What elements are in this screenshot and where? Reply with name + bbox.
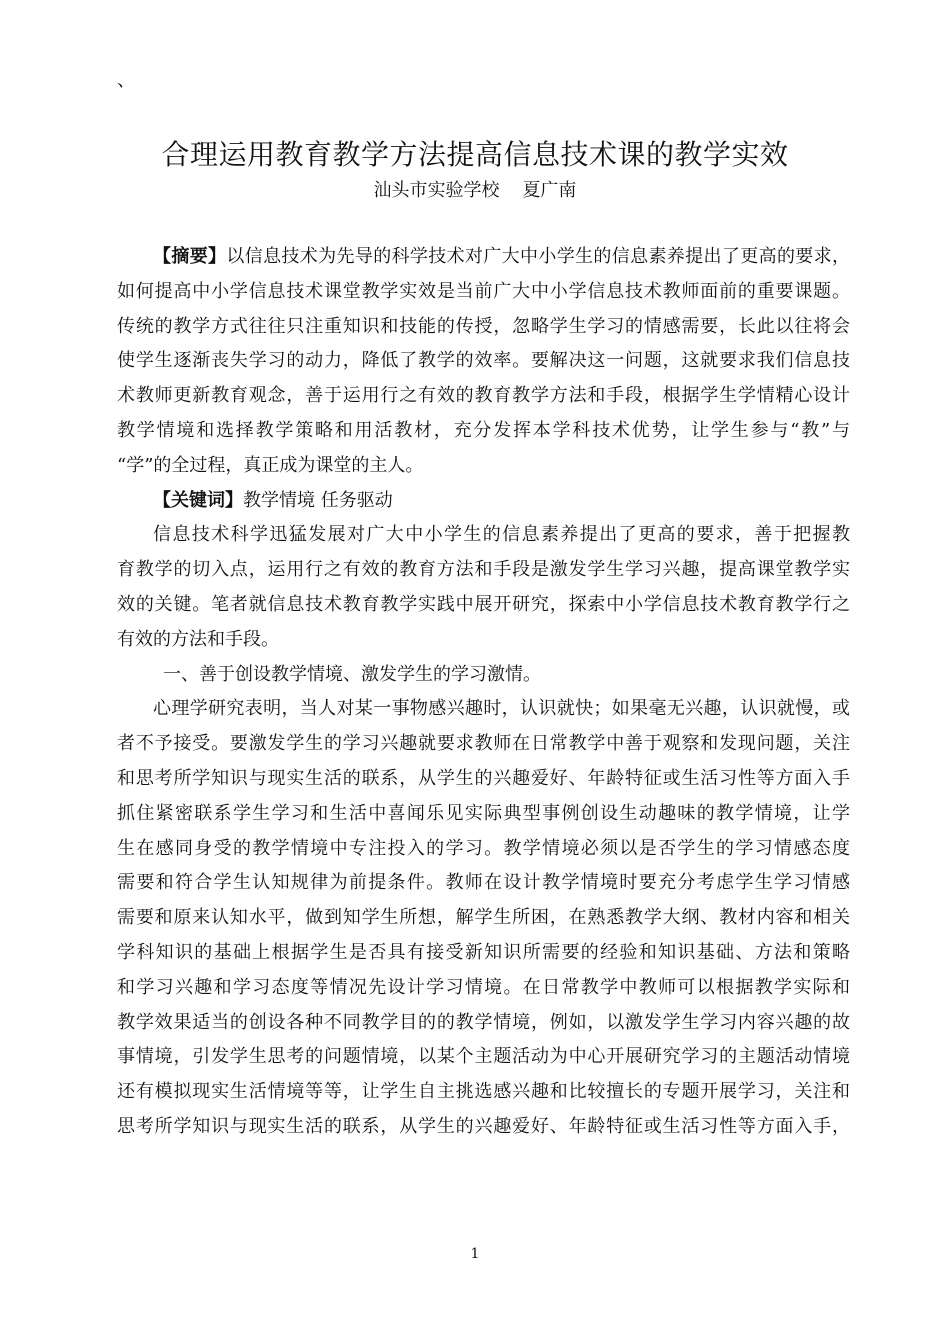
section1-line: 生在感同身受的教学情境中专注投入的学习。教学情境必须以是否学生的学习情感态度 xyxy=(117,837,850,859)
section1-line: 教学效果适当的创设各种不同教学目的的教学情境，例如，以激发学生学习内容兴趣的故 xyxy=(117,1011,850,1033)
page-number: 1 xyxy=(470,1246,480,1262)
section1-line: 需要和原来认知水平，做到知学生所想，解学生所困，在熟悉教学大纲、教材内容和相关 xyxy=(117,907,850,929)
intro-line: 信息技术科学迅猛发展对广大中小学生的信息素养提出了更高的要求，善于把握教 xyxy=(153,524,850,546)
abstract-line: 如何提高中小学信息技术课堂教学实效是当前广大中小学信息技术教师面前的重要课题。 xyxy=(117,280,850,302)
keywords-line xyxy=(117,484,850,519)
section-heading: 一、善于创设教学情境、激发学生的学习激情。 xyxy=(163,663,541,685)
abstract-line: 术教师更新教育观念，善于运用行之有效的教育教学方法和手段，根据学生学情精心设计 xyxy=(117,385,850,407)
section1-line: 者不予接受。要激发学生的学习兴趣就要求教师在日常教学中善于观察和发现问题，关注 xyxy=(117,733,850,755)
byline xyxy=(0,176,950,202)
section1-line: 学科知识的基础上根据学生是否具有接受新知识所需要的经验和知识基础、方法和策略 xyxy=(117,941,850,963)
intro-line: 有效的方法和手段。 xyxy=(117,628,279,650)
section1-line: 事情境，引发学生思考的问题情境，以某个主题活动为中心开展研究学习的主题活动情境 xyxy=(117,1046,850,1068)
section1-paragraph xyxy=(117,692,850,1144)
author-name: 夏广南 xyxy=(522,180,577,201)
page-title: 合理运用教育教学方法提高信息技术课的教学实效 xyxy=(161,138,789,171)
keywords-text: 教学情境 任务驱动 xyxy=(243,489,393,511)
abstract-line: “学”的全过程，真正成为课堂的主人。 xyxy=(117,454,424,476)
section1-line: 抓住紧密联系学生学习和生活中喜闻乐见实际典型事例创设生动趣味的教学情境，让学 xyxy=(117,802,850,824)
abstract-line: 使学生逐渐丧失学习的动力，降低了教学的效率。要解决这一问题，这就要求我们信息技 xyxy=(117,350,850,372)
corner-mark: 、 xyxy=(117,70,135,91)
section1-line: 和学习兴趣和学习态度等情况先设计学习情境。在日常教学中教师可以根据教学实际和 xyxy=(117,976,850,998)
intro-paragraph xyxy=(117,518,850,657)
abstract-paragraph xyxy=(117,240,850,484)
section1-line: 思考所学知识与现实生活的联系，从学生的兴趣爱好、年龄特征或生活习性等方面入手， xyxy=(117,1115,850,1137)
abstract-label: 【摘要】 xyxy=(153,246,227,267)
abstract-line: 传统的教学方式往往只注重知识和技能的传授，忽略学生学习的情感需要，长此以往将会 xyxy=(117,315,850,337)
intro-line: 效的关键。笔者就信息技术教育教学实践中展开研究，探索中小学信息技术教育教学行之 xyxy=(117,593,850,615)
section1-line: 需要和符合学生认知规律为前提条件。教师在设计教学情境时要充分考虑学生学习情感 xyxy=(117,872,850,894)
section1-line: 还有模拟现实生活情境等等，让学生自主挑选感兴趣和比较擅长的专题开展学习，关注和 xyxy=(117,1081,850,1103)
intro-line: 育教学的切入点，运用行之有效的教育方法和手段是激发学生学习兴趣，提高课堂教学实 xyxy=(117,559,850,581)
document-body xyxy=(117,240,850,1145)
section1-line: 和思考所学知识与现实生活的联系，从学生的兴趣爱好、年龄特征或生活习性等方面入手 xyxy=(117,767,850,789)
abstract-line: 【摘要】以信息技术为先导的科学技术对广大中小学生的信息素养提出了更高的要求， xyxy=(153,246,850,267)
section1-line: 心理学研究表明，当人对某一事物感兴趣时，认识就快；如果毫无兴趣，认识就慢，或 xyxy=(153,698,850,720)
abstract-line: 教学情境和选择教学策略和用活教材，充分发挥本学科技术优势，让学生参与“教”与 xyxy=(117,419,850,441)
keywords-label: 【关键词】 xyxy=(153,489,243,511)
school-name: 汕头市实验学校 xyxy=(373,180,500,201)
